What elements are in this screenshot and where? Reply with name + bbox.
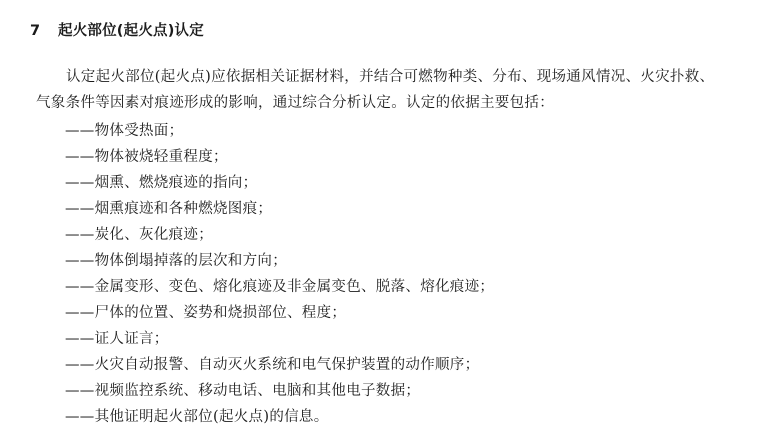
list-item: ——尸体的位置、姿势和烧损部位、程度； <box>65 305 347 321</box>
section-number: 7 <box>30 23 41 39</box>
list-item: ——物体受热面； <box>65 123 184 139</box>
list-item: ——烟熏痕迹和各种燃烧图痕； <box>65 201 273 217</box>
section-title: 起火部位(起火点)认定 <box>58 23 204 39</box>
list-item: ——金属变形、变色、熔化痕迹及非金属变色、脱落、熔化痕迹； <box>65 279 495 295</box>
list-item: ——炭化、灰化痕迹； <box>65 227 213 243</box>
intro-line-2: 气象条件等因素对痕迹形成的影响，通过综合分析认定。认定的依据主要包括： <box>36 95 554 111</box>
criteria-list <box>65 118 494 430</box>
intro-paragraph <box>36 64 736 116</box>
list-item: ——其他证明起火部位(起火点)的信息。 <box>65 409 329 425</box>
list-item: ——物体倒塌掉落的层次和方向； <box>65 253 287 269</box>
list-item: ——物体被烧轻重程度； <box>65 149 228 165</box>
section-heading <box>30 19 204 40</box>
list-item: ——证人证言； <box>65 331 169 347</box>
intro-line-1: 认定起火部位(起火点)应依据相关证据材料，并结合可燃物种类、分布、现场通风情况、火灾扑救、 <box>66 69 715 85</box>
list-item: ——火灾自动报警、自动灭火系统和电气保护装置的动作顺序； <box>65 357 480 373</box>
list-item: ——烟熏、燃烧痕迹的指向； <box>65 175 258 191</box>
list-item: ——视频监控系统、移动电话、电脑和其他电子数据； <box>65 383 421 399</box>
